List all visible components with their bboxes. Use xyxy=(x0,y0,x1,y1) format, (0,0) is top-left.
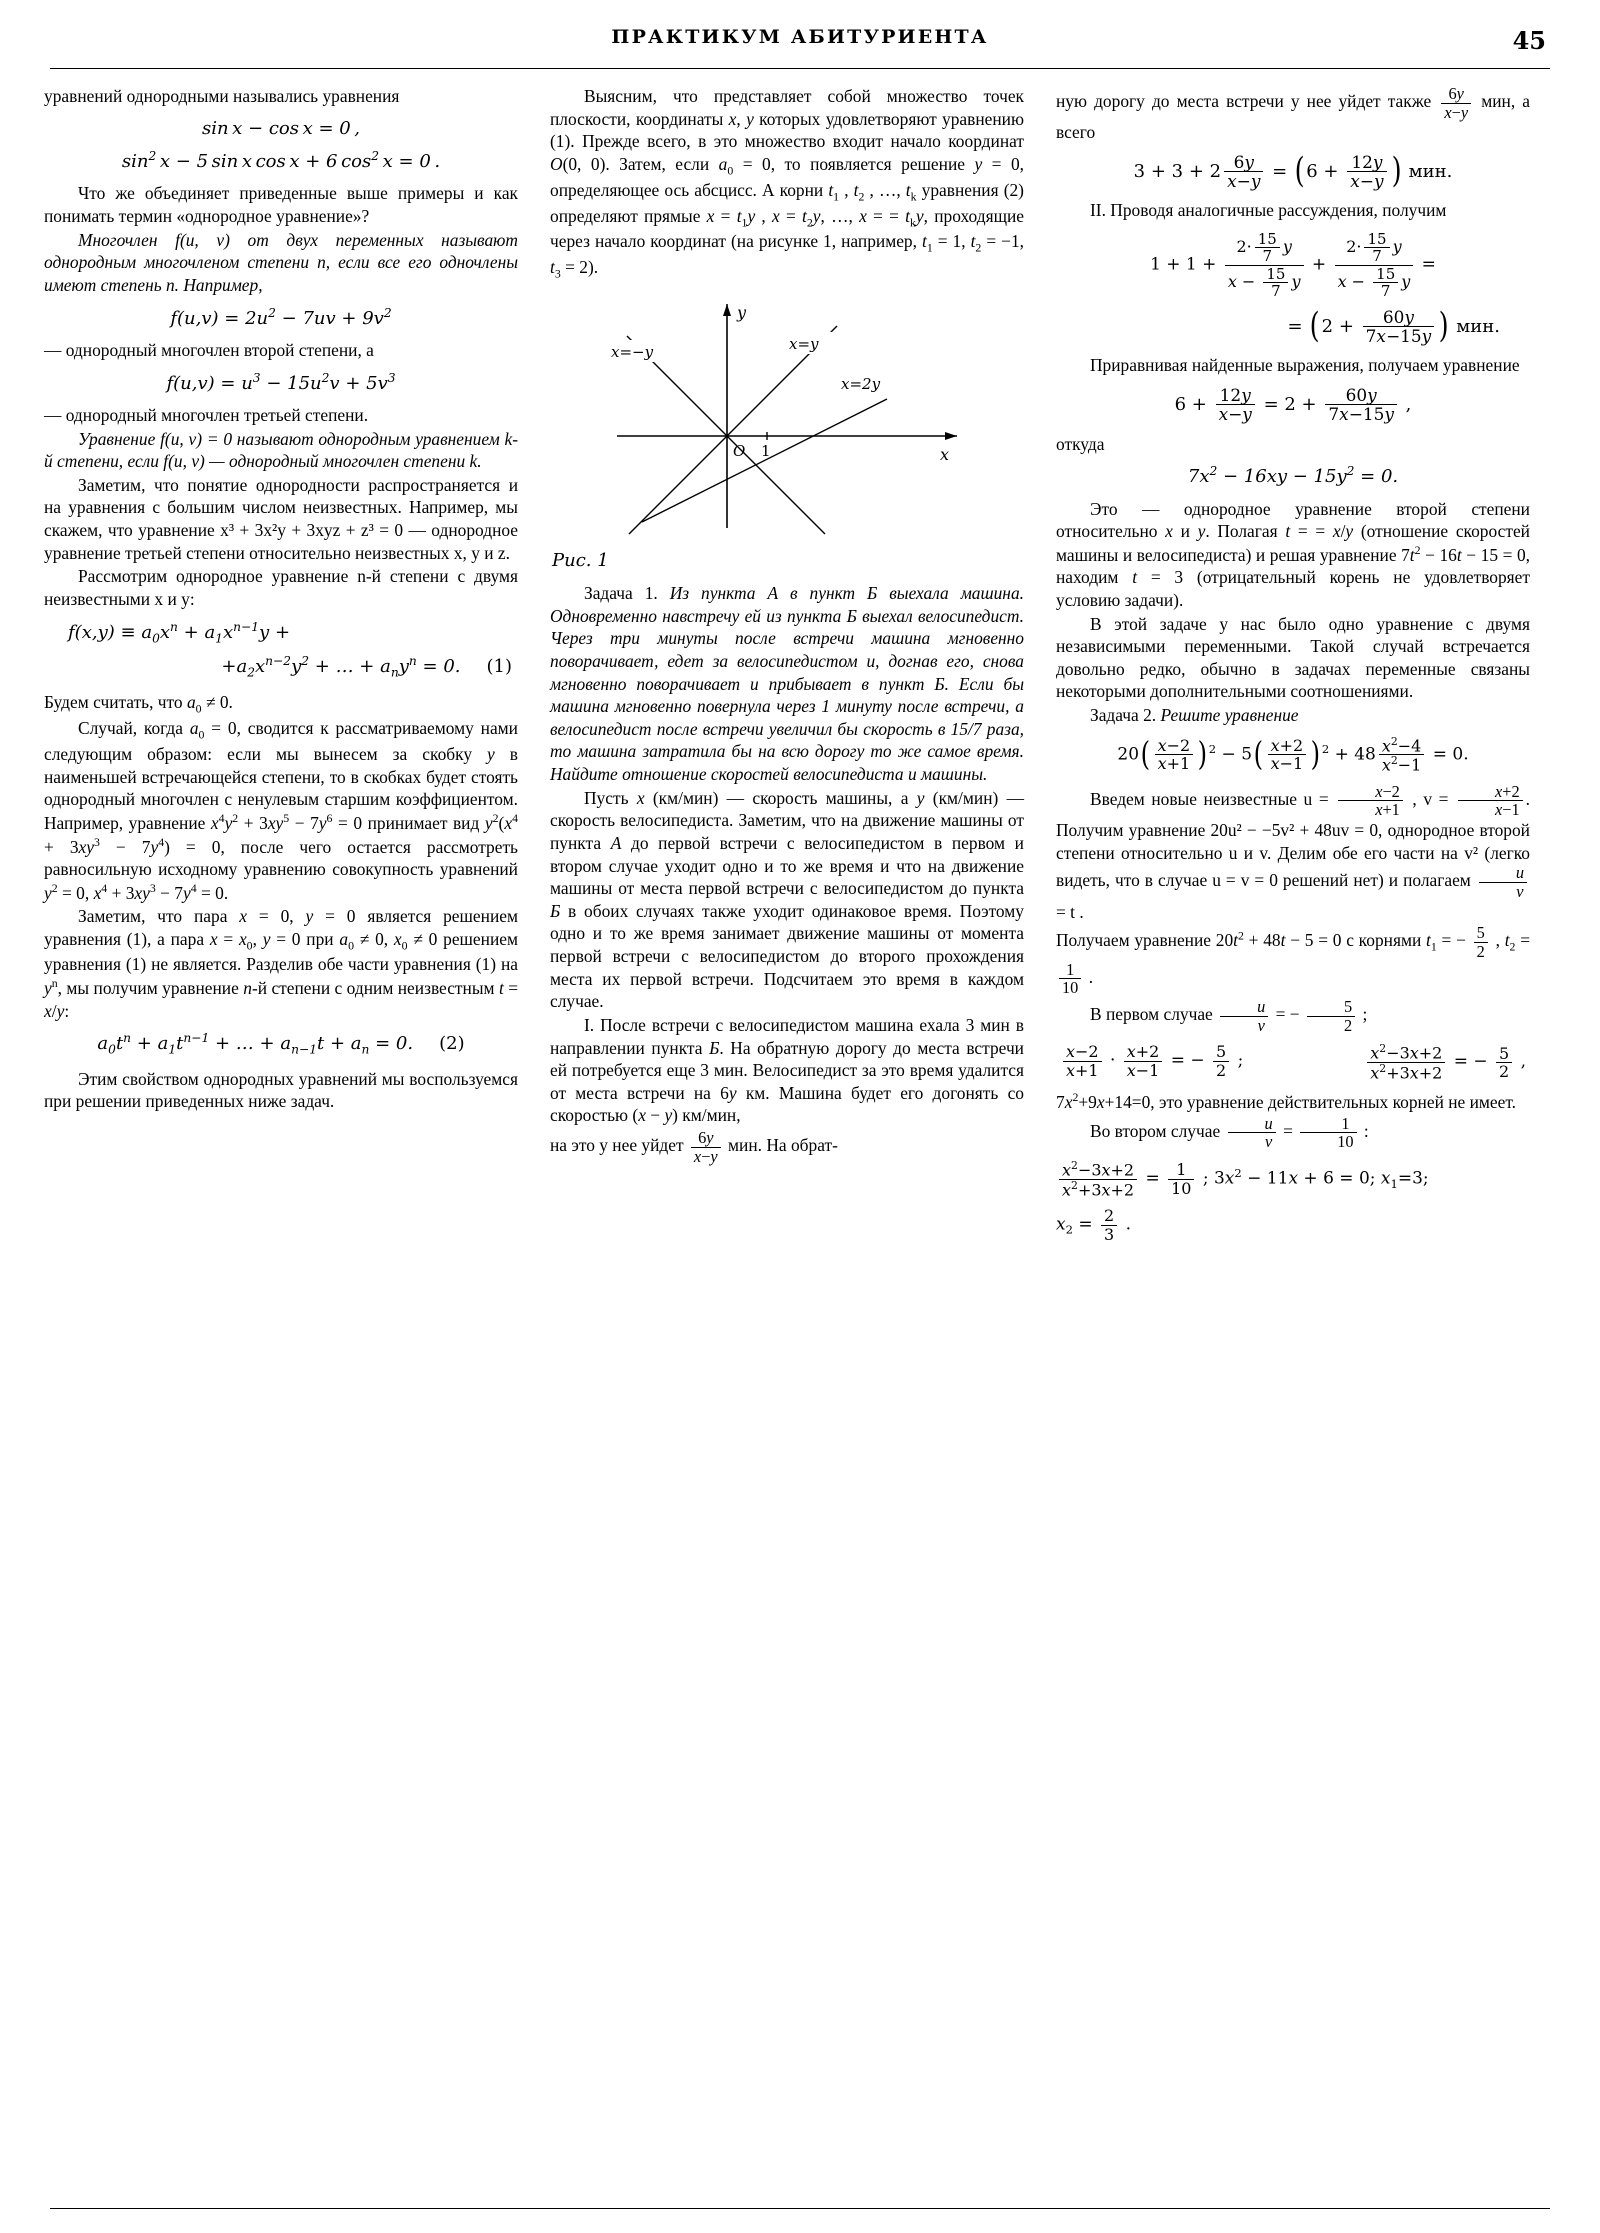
formula-case-1-left: $\frac{x-2}{x+1}$ · $\frac{x+2}{x-1}$ = − $\frac{5}{2}$ ; xyxy=(1060,1043,1243,1081)
paragraph: I. После встречи с велосипедистом машина ехала 3 мин в направлении пункта Б. На обратную дорогу до места встречи ей потребуется еще 3 мин. Велосипедист за это время удалится от места встречи на 6y км. Машина будет его догонять со скоростью (x − y) км/мин, xyxy=(550,1014,1024,1126)
svg-text:x=2y: x=2y xyxy=(841,375,881,394)
formula: sin x − cos x = 0 , xyxy=(201,117,361,139)
text-intro-v: v = xyxy=(1423,788,1449,809)
equation-number: (2) xyxy=(439,1033,465,1055)
paragraph-roots: Получаем уравнение $20t^2 + 48t - 5 = 0$ с корнями $t_1$ = − $\frac{5}{2}$ , $t_2$ = $\frac{1}{10}$ . xyxy=(1056,923,1531,998)
page-number: 45 xyxy=(1512,26,1546,55)
paragraph-task-2 xyxy=(1056,704,1530,727)
formula-2: $a_0t^n + a_1t^{n-1}$ + … + $a_{n-1}t + a_n = 0$. (2) xyxy=(97,1031,465,1057)
paragraph: Выясним, что представляет собой множество точек плоскости, координаты x, y которых удовлетворяют уравнению (1). Прежде всего, в это множество входит начало координат O(0, 0). Затем, если $a_0 = 0$, то появляется решение y = 0, определяющее ось абсцисс. А корни $t_1$ , $t_2$ , …, $t_k$ уравнения (2) определяют прямые $x = t_1y$ , $x = t_2y$, …, x = = $t_ky$, проходящие через начало координат (на рисунке 1, например, $t_1 = 1$, $t_2 = -1$, $t_3 = 2$). xyxy=(550,86,1025,281)
column-1 xyxy=(44,85,518,1114)
line-label-x-eq-2y xyxy=(837,372,903,394)
figure-1 xyxy=(550,296,1024,572)
formula: $f(u,v) = u^3 - 15u^2v + 5v^3$ xyxy=(166,370,396,394)
fraction-6y-over-x-minus-y: $\frac{6y}{x-y}$ xyxy=(691,1129,721,1165)
article-columns xyxy=(44,85,1556,1252)
formula-task2-equation: 20( $\frac{x-2}{x+1}$ ) $^2$ − 5( $\frac{x+2}{x-1}$ ) $^2$ + 48 $\frac{x^2-4}{x^2-1}$ = 0. xyxy=(1117,734,1469,775)
fraction-v: $\frac{x+2}{x-1}$ xyxy=(1458,783,1523,819)
svg-text:x=−y: x=−y xyxy=(611,343,654,362)
formula: $f(u,v) = 2u^2 - 7uv + 9v^2$ xyxy=(170,305,392,329)
paragraph-with-fraction xyxy=(550,1129,1024,1165)
column-2 xyxy=(550,85,1024,1166)
paragraph: — однородный многочлен второй степени, а xyxy=(44,339,374,360)
text-case-1: В первом случае xyxy=(1090,1004,1213,1025)
text-equals-t: = t . xyxy=(1056,901,1084,922)
paragraph-case-1: В первом случае $\frac{u}{v}$ = − $\frac{5}{2}$ ; xyxy=(1090,996,1368,1035)
task-1-label: Задача 1. xyxy=(584,583,658,604)
tick-label-1: 1 xyxy=(761,442,771,461)
text-case-2: Во втором случае xyxy=(1090,1120,1221,1141)
text-after-v: . Получим уравнение 20u² − xyxy=(1056,788,1530,841)
paragraph: Пусть x (км/мин) — скорость машины, а y (км/мин) — скорость велосипедиста. Заметим, что на движение машины от пункта А до первой встречи с велосипедистом в первом и втором случае уходит одно и то же время и что на движение машины от места первой встречи с велосипедистом до пункта Б в обоих случаях также уходит одинаковое время. Поэтому одно и то же время занимает движение машины от момента первой встречи с велосипедистом до второго прохождения места их первой встречи. Подсчитаем это время в каждом случае. xyxy=(550,787,1024,1012)
paragraph-substitution: Введем новые неизвестные u = $\frac{x-2}{x+1}$ , v = $\frac{x+2}{x-1}$ . Получим уравнение 20u² − −5v² + 48uv = 0, однородное второй степени относительно u и v. Делим обе его части на v² (легко видеть, что в случае u = v = 0 решений нет) и полагаем $\frac{u}{v}$ = t . xyxy=(1056,781,1530,922)
fraction-u-over-v: $\frac{u}{v}$ xyxy=(1479,864,1527,900)
formula: $\sin^2 x - 5$ sin x cos x + 6 $\cos^2 x = 0$ . xyxy=(121,149,441,173)
origin-label: O xyxy=(733,442,746,461)
formula-case-2: $\frac{x^2-3x+2}{x^2+3x+2}$ = $\frac{1}{10}$ ; $3x^2 - 11x + 6 = 0$; $x_1=3$; xyxy=(1056,1160,1530,1198)
formula-total-time-case-2-cont: = (2 + $\frac{60y}{7x-15y}$ ) мин. xyxy=(1287,306,1500,347)
text-after-fraction: мин. На обрат- xyxy=(728,1135,838,1156)
figure-caption: Рис. 1 xyxy=(552,549,609,571)
text-after-fraction: мин, а всего xyxy=(1056,91,1530,143)
column-3 xyxy=(1056,85,1530,1252)
paragraph: Этим свойством однородных уравнений мы воспользуемся при решении приведенных ниже задач. xyxy=(44,1068,518,1112)
text-before-fraction: на это у нее уйдет xyxy=(550,1135,684,1156)
text-intro-u: Введем новые неизвестные u = xyxy=(1090,788,1329,809)
fraction-u: $\frac{x-2}{x+1}$ xyxy=(1338,783,1403,819)
paragraph: — однородный многочлен третьей степени. xyxy=(44,404,369,425)
paragraph: $7x^2+9x+14=0$, это уравнение действительных корней не имеет. xyxy=(1056,1090,1516,1113)
header-rule xyxy=(50,68,1550,69)
paragraph-with-fraction xyxy=(1056,85,1530,144)
formula-case-1 xyxy=(1056,1043,1530,1081)
paragraph: Заметим, что пара x = 0, y = 0 является решением уравнения (1), а пара $x = x_0$, y = 0 при $a_0 \ne 0$, $x_0 \ne 0$ решением уравнения (1) не является. Разделив обе части уравнения (1) на $y^n$, мы получим уравнение n-й степени с одним неизвестным t = x/y: xyxy=(44,905,519,1021)
task-2-label: Задача 2. xyxy=(1090,705,1157,726)
formula-1b: $+a_2x^{n-2}y^2$ + … + $a_ny^n = 0$. (1) xyxy=(221,654,512,680)
fraction-u-over-v: $\frac{u}{v}$ xyxy=(1228,1115,1276,1151)
paragraph: откуда xyxy=(1056,433,1105,454)
coordinate-plane-svg xyxy=(587,296,987,541)
paragraph-definition: Многочлен f(u, v) от двух переменных называют однородным многочленом степени n, если все его одночлены имеют степень n. Например, xyxy=(44,229,518,295)
task-2-text: Решите уравнение xyxy=(1160,705,1299,726)
paragraph: Что же объединяет приведенные выше примеры и как понимать термин «однородное уравнение»? xyxy=(44,183,518,227)
formula-total-time-case-2: 1 + 1 + 2· $\frac{15}{7}$ y x − $\frac{15}{7}$ y + 2· $\frac{15}{7}$ y x − $\frac{15}{7}$ y = xyxy=(1150,230,1436,300)
paragraph: Приравнивая найденные выражения, получаем уравнение xyxy=(1090,355,1520,376)
paragraph-definition: Уравнение f(u, v) = 0 называют однородным уравнением k-й степени, если f(u, v) — однородный многочлен степени k. xyxy=(44,428,518,472)
task-1-text: Из пункта А в пункт Б выехала машина. Одновременно навстречу ей из пункта Б выехал велосипедист. Через три минуты после встречи машина мгновенно поворачивает, едет за велосипедистом и, догнав его, снова мгновенно поворачивает и прибывает в пункт Б. Если бы машина мгновенно повернула через 1 минуту после встречи, а велосипедист после встречи увеличил бы скорость в 15/7 раза, то машина затратила бы на всю дорогу то же самое время. Найдите отношение скоростей велосипедиста и машины. xyxy=(550,583,1024,785)
equation-number: (1) xyxy=(486,656,512,678)
header-title: ПРАКТИКУМ АБИТУРИЕНТА xyxy=(611,26,989,48)
line-label-x-eq-minus-y xyxy=(609,340,673,362)
paragraph: Это — однородное уравнение второй степени относительно x и y. Полагая t = = x/y (отношение скоростей машины и велосипедиста) и решая уравнение $7t^2 - 16t - 15 = 0$, находим t = 3 (отрицательный корень не удовлетворяет условию задачи). xyxy=(1056,498,1530,610)
page-header xyxy=(44,26,1556,60)
paragraph: Случай, когда $a_0 = 0$, сводится к рассматриваемому нами следующим образом: если мы вынесем за скобку y в наименьшей встречающейся степени, то в скобках будет стоять однородный многочлен с ненулевым старшим коэффициентом. Например, уравнение $x^4y^2 + 3xy^5 - 7y^6 = 0$ принимает вид $y^2(x^4 + 3xy^3 - 7y^4) = 0$, после чего остается рассмотреть равносильную исходному уравнению совокупность уравнений $y^2 = 0$, $x^4 + 3xy^3 - 7y^4 = 0$. xyxy=(44,718,518,903)
formula-equation: 6 + $\frac{12y}{x-y}$ = 2 + $\frac{60y}{7x-15y}$ , xyxy=(1174,385,1412,425)
formula-1a: $f(x,y) \equiv a_0x^n + a_1x^{n-1}y$ + xyxy=(68,619,291,646)
axis-label-y: y xyxy=(737,303,747,323)
formula-case-1-right: $\frac{x^2-3x+2}{x^2+3x+2}$ = − $\frac{5}{2}$ , xyxy=(1364,1043,1526,1081)
text-homogeneous: −5v² + 48uv = 0, однородное второй степени относительно u и v. Делим обе его части на v² (легко видеть, что в случае u = v = 0 решений нет) и полагаем xyxy=(1056,820,1530,891)
fraction-6y-over-x-minus-y: $\frac{6y}{x-y}$ xyxy=(1441,85,1471,121)
paragraph: II. Проводя аналогичные рассуждения, получим xyxy=(1090,200,1447,221)
line-label-x-eq-y xyxy=(785,332,843,354)
paragraph: Рассмотрим однородное уравнение n-й степени с двумя неизвестными x и y: xyxy=(44,566,518,609)
formula-total-time-case-1: 3 + 3 + 2 $\frac{6y}{x-y}$ = (6 + $\frac{12y}{x-y}$ ) мин. xyxy=(1133,151,1453,192)
footer-rule xyxy=(50,2208,1550,2209)
formula-case-2-root: $x_2$ = $\frac{2}{3}$ . xyxy=(1056,1206,1131,1244)
text-before-fraction: ную дорогу до места встречи у нее уйдет также xyxy=(1056,91,1432,112)
fraction-u-over-v: $\frac{u}{v}$ xyxy=(1220,998,1268,1034)
svg-text:x=y: x=y xyxy=(789,335,819,354)
paragraph: Заметим, что понятие однородности распространяется и на уравнения с большим числом неизвестных. Например, мы скажем, что уравнение x³ + 3x²y + 3xyz + z³ = 0 — однородное уравнение третьей степени относительно неизвестных x, y и z. xyxy=(44,474,518,563)
paragraph: уравнений однородными назывались уравнения xyxy=(44,86,400,106)
paragraph: Будем считать, что $a_0 \ne 0$. xyxy=(44,691,233,715)
paragraph-task-1 xyxy=(550,582,1024,786)
paragraph-case-2: Во втором случае $\frac{u}{v}$ = $\frac{1}{10}$ : xyxy=(1090,1113,1369,1152)
formula-homogeneous: $7x^2 - 16xy - 15y^2 = 0$. xyxy=(1187,464,1399,488)
axis-label-x: x xyxy=(940,445,950,465)
paragraph: В этой задаче у нас было одно уравнение с двумя независимыми переменными. Такой случай встречается довольно редко, обычно в задачах переменные связаны некоторыми дополнительными соотношениями. xyxy=(1056,613,1530,702)
